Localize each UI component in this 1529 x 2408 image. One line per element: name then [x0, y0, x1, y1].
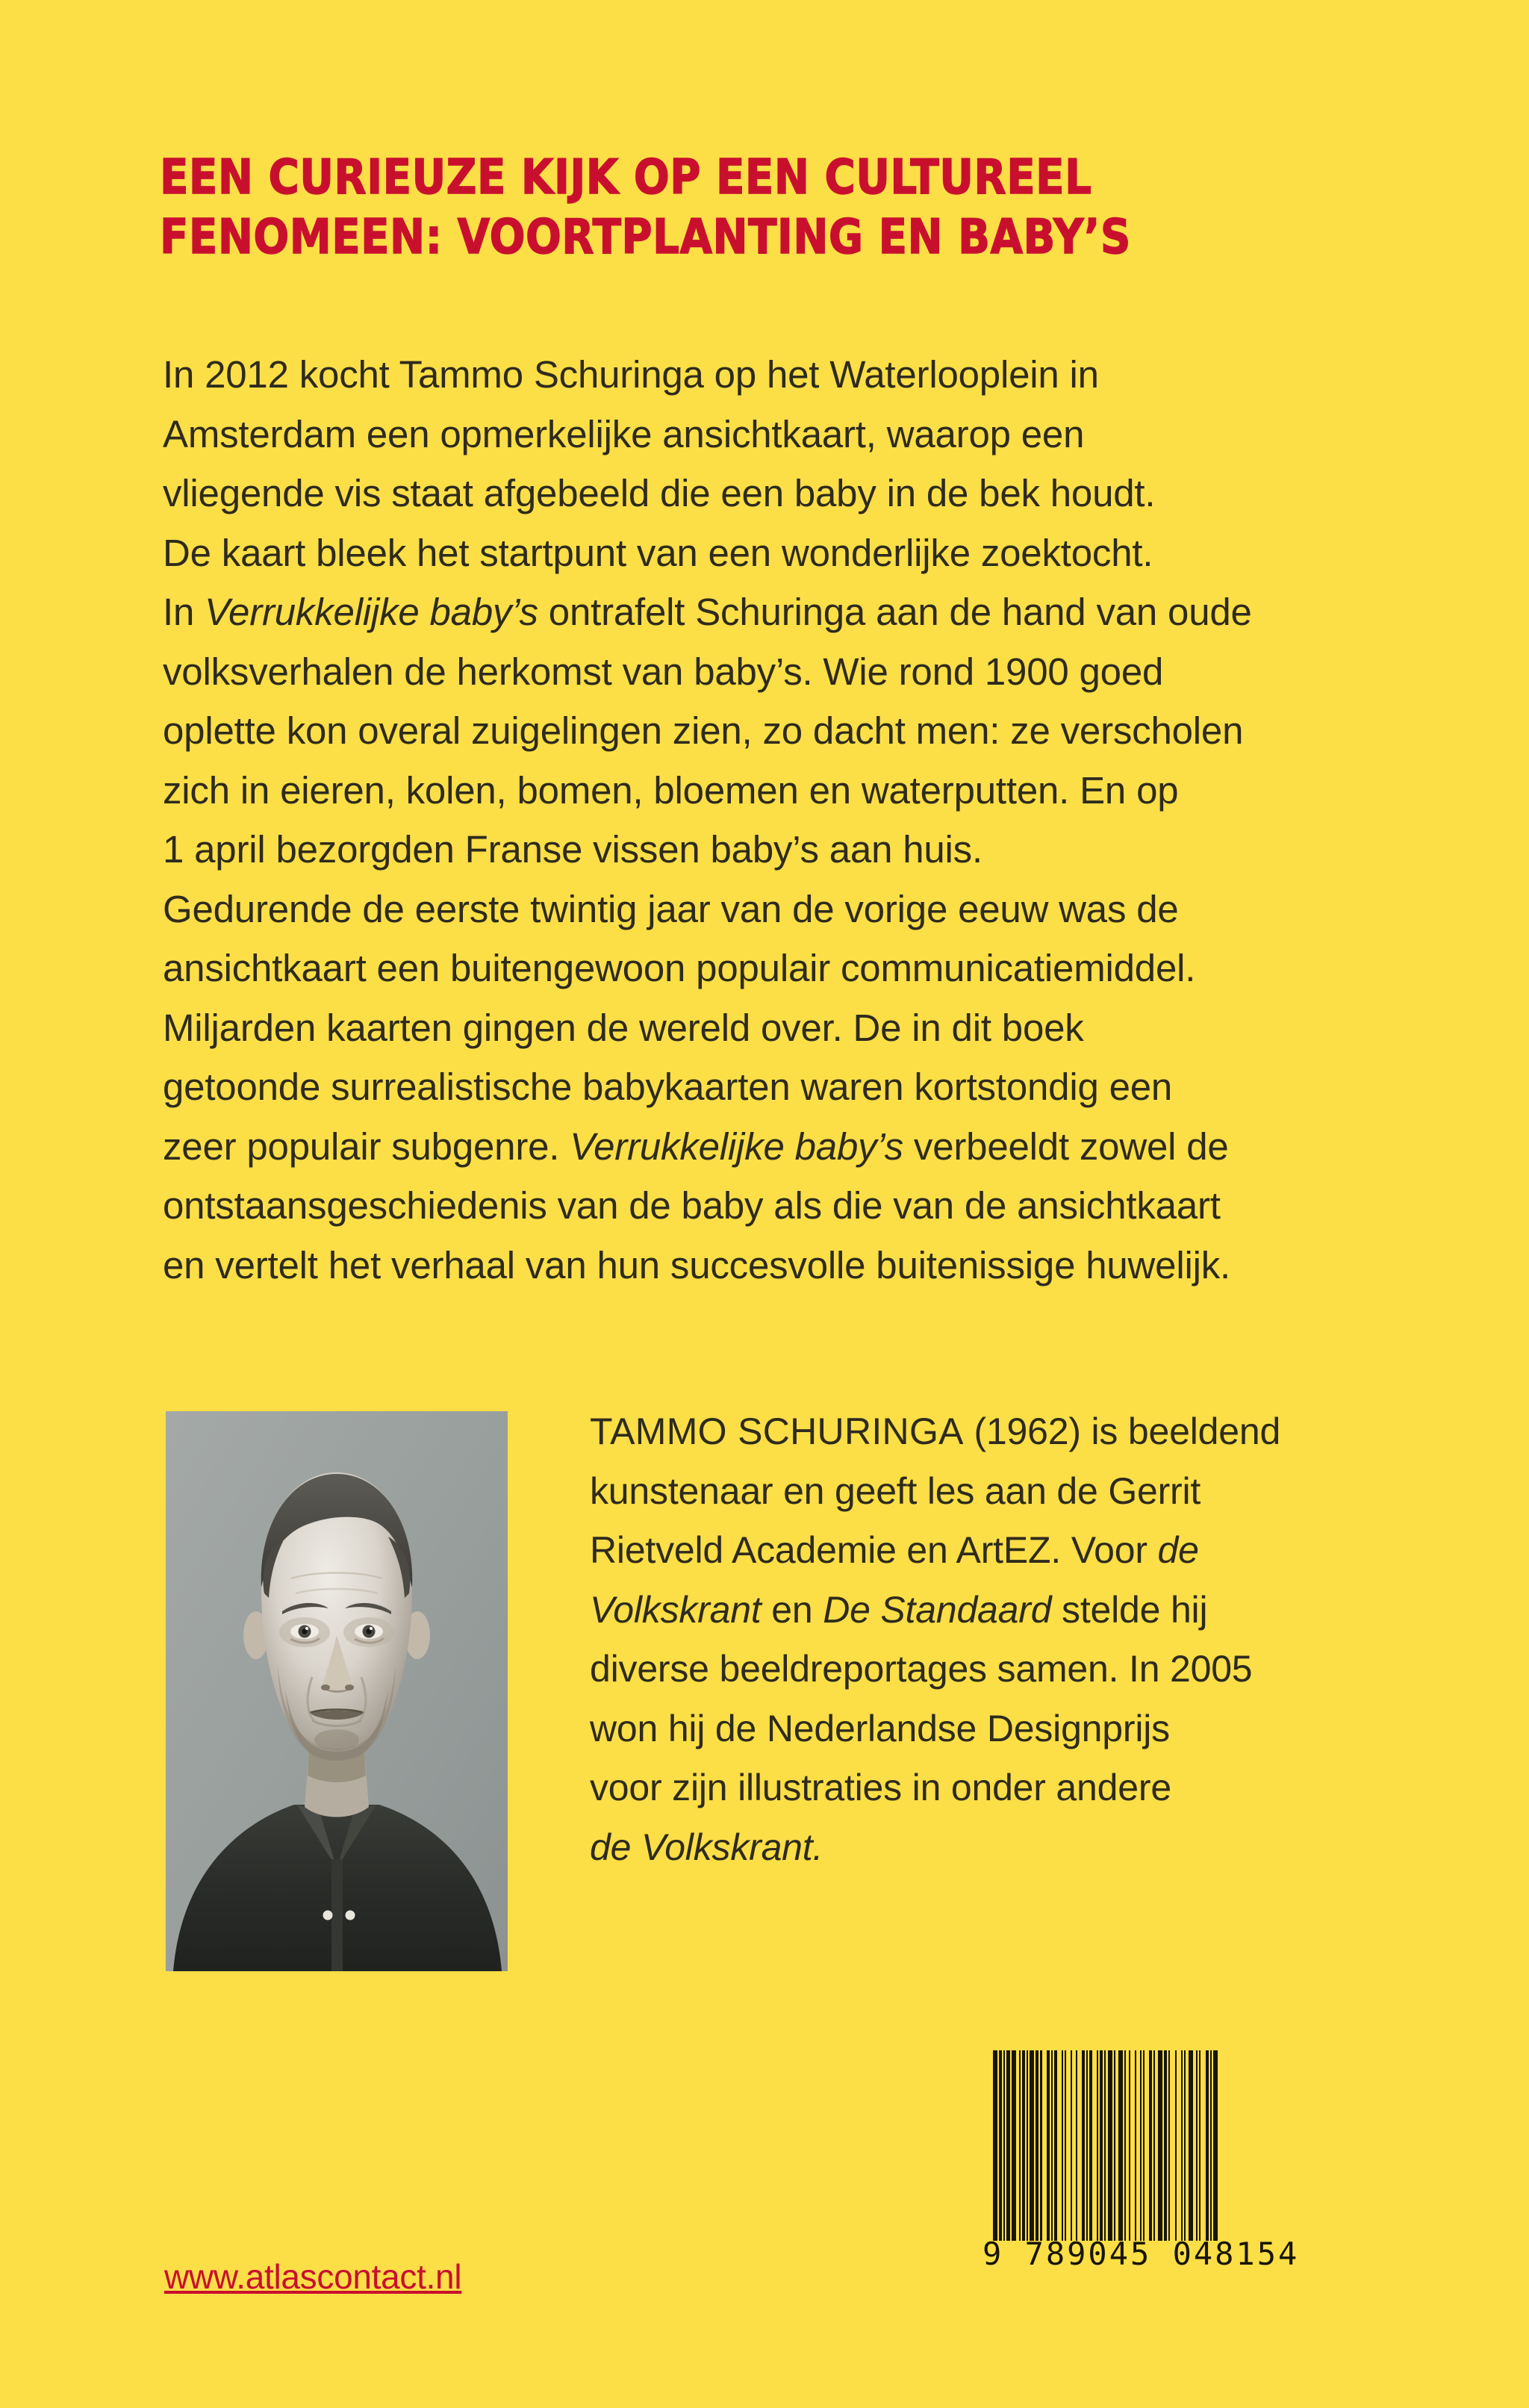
author-bio	[590, 1402, 1396, 1877]
bio-line-4-post: stelde hij	[1051, 1588, 1208, 1631]
blurb-line-14-pre: zeer populair subgenre.	[163, 1124, 570, 1168]
bio-line-2: kunstenaar en geeft les aan de Gerrit	[590, 1469, 1201, 1512]
paper-title-de-standaard: De Standaard	[823, 1588, 1052, 1631]
paper-title-de-volkskrant: de Volkskrant.	[590, 1826, 823, 1868]
barcode-number: 9 789045 048154	[983, 2236, 1300, 2272]
blurb-line-13: getoonde surrealistische babykaarten waren kortstondig een	[163, 1065, 1173, 1108]
page-title	[160, 148, 1237, 267]
portrait-illustration	[166, 1411, 508, 1971]
bio-line-5: diverse beeldreportages samen. In 2005	[590, 1648, 1253, 1690]
blurb-line-14-post: verbeeldt zowel de	[903, 1124, 1229, 1168]
bio-line-8	[590, 1818, 1396, 1878]
bio-line-3-pre: Rietveld Academie en ArtEZ. Voor	[590, 1529, 1158, 1571]
author-name: TAMMO SCHURINGA	[590, 1410, 964, 1452]
blurb-line-16: en vertelt het verhaal van hun succesvolle buitenissige huwelijk.	[163, 1243, 1230, 1287]
blurb-paragraph	[163, 345, 1417, 1295]
bio-line-4	[590, 1581, 1396, 1640]
book-title-italic-1: Verrukkelijke baby’s	[205, 591, 538, 633]
blurb-line-8: zich in eieren, kolen, bomen, bloemen en waterputten. En op	[163, 768, 1179, 812]
barcode-bar	[1213, 2050, 1218, 2241]
blurb-line-5-pre: In	[163, 591, 205, 633]
blurb-line-5	[163, 582, 1417, 642]
blurb-line-1: In 2012 kocht Tammo Schuringa op het Waterlooplein in	[163, 353, 1099, 396]
bio-line-1	[590, 1402, 1396, 1462]
barcode-bars	[993, 2050, 1284, 2241]
book-title-italic-2: Verrukkelijke baby’s	[570, 1124, 903, 1168]
blurb-line-7: oplette kon overal zuigelingen zien, zo dacht men: ze verscholen	[163, 709, 1244, 752]
bio-line-6: won hij de Nederlandse Designprijs	[590, 1707, 1170, 1749]
blurb-line-10: Gedurende de eerste twintig jaar van de vorige eeuw was de	[163, 887, 1179, 930]
author-portrait-photo	[166, 1411, 508, 1971]
bio-line-1-rest: (1962) is beeldend	[963, 1410, 1281, 1452]
paper-title-italic-de: de	[1157, 1529, 1199, 1571]
publisher-website-link[interactable]: www.atlascontact.nl	[164, 2257, 462, 2296]
bio-line-7: voor zijn illustraties in onder andere	[590, 1767, 1171, 1808]
barcode	[983, 2050, 1300, 2274]
blurb-line-4: De kaart bleek het startpunt van een wonderlijke zoektocht.	[163, 531, 1153, 574]
paper-title-volkskrant: Volkskrant	[590, 1588, 762, 1631]
headline-line-2: FENOMEEN: VOORTPLANTING EN BABY’S	[160, 210, 1131, 265]
blurb-line-3: vliegende vis staat afgebeeld die een baby in de bek houdt.	[163, 472, 1156, 514]
blurb-line-14	[163, 1117, 1417, 1177]
bio-line-4-mid: en	[761, 1588, 823, 1631]
blurb-line-15: ontstaansgeschiedenis van de baby als die van de ansichtkaart	[163, 1184, 1221, 1227]
blurb-line-5-post: ontrafelt Schuringa aan de hand van oude	[538, 591, 1252, 633]
bio-line-3	[590, 1521, 1396, 1581]
blurb-line-2: Amsterdam een opmerkelijke ansichtkaart, waarop een	[163, 412, 1085, 455]
blurb-line-9: 1 april bezorgden Franse vissen baby’s aan huis.	[163, 828, 983, 871]
blurb-line-11: ansichtkaart een buitengewoon populair communicatiemiddel.	[163, 947, 1196, 989]
blurb-line-12: Miljarden kaarten gingen de wereld over. De in dit boek	[163, 1006, 1084, 1049]
blurb-line-6: volksverhalen de herkomst van baby’s. Wie rond 1900 goed	[163, 650, 1164, 693]
headline-line-1: EEN CURIEUZE KIJK OP EEN CULTUREEL	[160, 150, 1092, 205]
